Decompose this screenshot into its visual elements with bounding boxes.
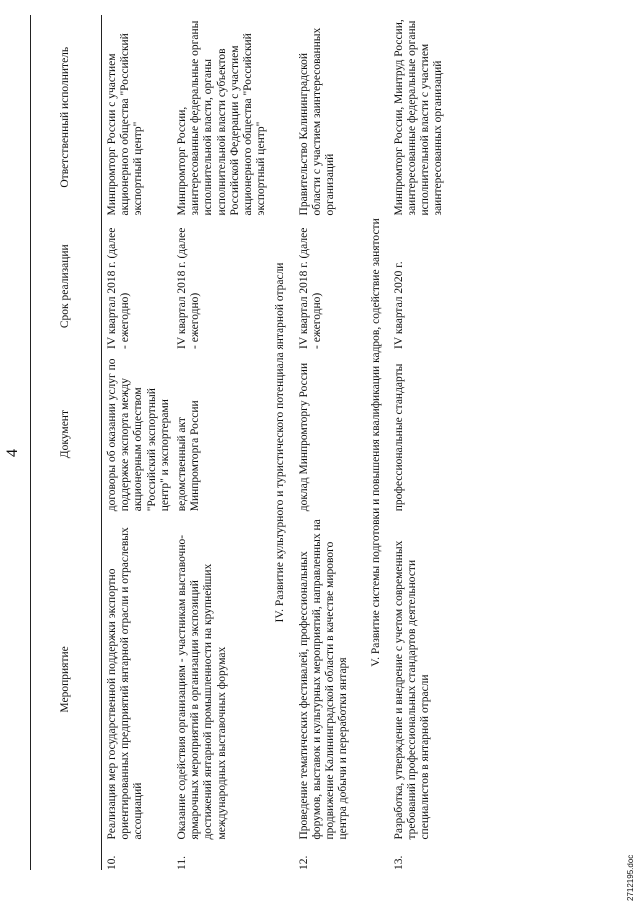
header-executor: Ответственный исполнитель [31,15,102,219]
row-deadline: IV квартал 2018 г. (далее - ежегодно) [297,227,323,349]
action-plan-table [30,15,485,870]
row-executor: Минпромторг России, заинтересованные федеральные органы исполнительной власти, органы исполнительной власти субъектов Российской Федерации с участием акционерного общества "Российский экспортный центр" [176,20,268,216]
row-number: 10. [106,855,118,870]
row-document: ведомственный акт Минпромторга России [176,400,202,512]
row-document: доклад Минпромторгу России [297,362,310,512]
file-footer: 2712195.doc [626,854,635,901]
row-document: договоры об оказании услуг по поддержке экспорта между акционерным обществом "Российский экспортный центр" и экспортерами [106,358,171,512]
table-header-row [31,15,102,870]
section-heading-4: IV. Развитие культурного и туристического потенциала янтарной отрасли [274,262,287,623]
row-event: Реализация мер государственной поддержки экспортно ориентированных предприятий янтарной отрасли и отраслевых ассоциаций [106,527,145,840]
row-number: 12. [297,855,310,870]
table-row [389,15,485,870]
row-number: 11. [176,856,189,870]
section-heading-5: V. Развитие системы подготовки и повышения квалификации кадров, содействие занятости [369,218,382,667]
table-row [294,15,364,870]
row-document: профессиональные стандарты [392,363,405,512]
table-row [102,15,173,870]
header-document: Документ [31,353,102,515]
row-number: 13. [392,855,405,870]
row-event: Проведение тематических фестивалей, профессиональных форумов, выставок и культурных мероприятий, направленных на продвижение Калининградской области в качестве мирового центра добычи и переработки янтаря [297,519,350,840]
row-deadline: IV квартал 2018 г. (далее - ежегодно) [176,227,202,349]
row-executor: Правительство Калининградской области с участием заинтересованных организаций [297,27,337,216]
section-heading-row [268,15,293,870]
page-number: 4 [4,449,21,457]
header-deadline: Срок реализации [31,219,102,352]
row-deadline: IV квартал 2018 г. (далее - ежегодно) [106,227,132,349]
row-executor: Минпромторг России с участием акционерного общества "Российский экспортный центр" [106,33,145,216]
row-executor: Минпромторг России, Минтруд России, заинтересованные федеральные органы исполнительной власти с участием заинтересованных организаций [392,19,445,216]
header-number [31,844,102,870]
section-heading-row [364,15,389,870]
header-event: Мероприятие [31,515,102,843]
row-event: Разработка, утверждение и внедрение с учетом современных требований профессиональных стандартов деятельности специалистов в янтарной отрасли [392,540,432,840]
row-event: Оказание содействия организациям - участникам выставочно-ярмарочных мероприятий в организации экспозиций достижений янтарной промышленности на крупнейших международных выставочных форумах [176,534,228,840]
table-row [172,15,268,870]
row-deadline: IV квартал 2020 г. [392,261,405,349]
